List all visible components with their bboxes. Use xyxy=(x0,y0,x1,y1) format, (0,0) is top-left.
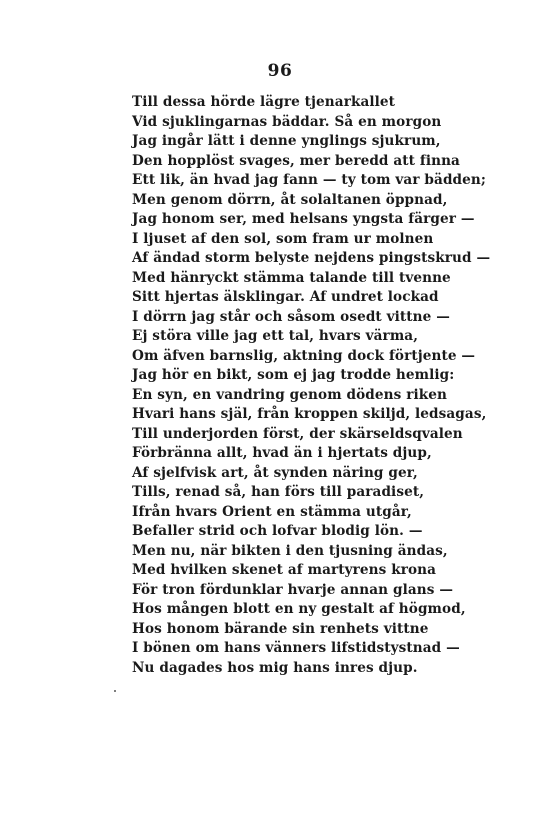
print-speck xyxy=(114,690,116,692)
poem-line: Till dessa hörde lägre tjenarkallet xyxy=(132,94,396,110)
poem-line: Hos mången blott en ny gestalt af högmod, xyxy=(132,601,466,617)
poem-line: Hos honom bärande sin renhets vittne xyxy=(132,620,429,637)
poem-line: Om äfven barnslig, aktning dock förtjente — xyxy=(132,347,476,364)
poem-line: Jag honom ser, med helsans yngsta färger — xyxy=(132,211,475,227)
poem-line: Ett lik, än hvad jag fann — ty tom var bädden; xyxy=(132,172,487,188)
poem-line: Jag hör en bikt, som ej jag trodde hemlig: xyxy=(132,367,455,383)
poem-line: Af sjelfvisk art, åt synden näring ger, xyxy=(132,464,418,481)
poem-line: I ljuset af den sol, som fram ur molnen xyxy=(132,230,434,247)
poem-line: Den hopplöst svages, mer beredd att finna xyxy=(132,152,460,169)
poem-line: Förbränna allt, hvad än i hjertats djup, xyxy=(132,445,432,461)
poem-line: Af ändad storm belyste nejdens pingstskrud — xyxy=(132,250,491,266)
poem-line: Till underjorden först, der skärseldsqvalen xyxy=(132,425,463,442)
poem-line: I bönen om hans vänners lifstidstystnad — xyxy=(132,640,460,656)
poem-line: Med hänryckt stämma talande till tvenne xyxy=(132,269,451,286)
poem-line: Men nu, när bikten i den tjusning ändas, xyxy=(132,542,448,559)
poem-line: Men genom dörrn, åt solaltanen öppnad, xyxy=(132,191,448,208)
poem-line: En syn, en vandring genom dödens riken xyxy=(132,386,447,403)
poem-line: Ej störa ville jag ett tal, hvars värma, xyxy=(132,328,419,344)
poem-line: I dörrn jag står och såsom osedt vittne — xyxy=(132,308,450,325)
poem-line: Befaller strid och lofvar blodig lön. — xyxy=(132,523,423,539)
poem-line: Tills, renad så, han förs till paradiset, xyxy=(132,484,425,500)
poem-line: Med hvilken skenet af martyrens krona xyxy=(132,562,437,578)
poem-line: För tron fördunklar hvarje annan glans — xyxy=(132,581,454,598)
poem-line: Nu dagades hos mig hans inres djup. xyxy=(132,659,418,676)
poem-text xyxy=(132,93,490,678)
poem-line: Vid sjuklingarnas bäddar. Så en morgon xyxy=(132,113,442,130)
poem-line: Jag ingår lätt i denne ynglings sjukrum, xyxy=(132,133,441,149)
poem-line: Hvari hans själ, från kroppen skiljd, ledsagas, xyxy=(132,406,487,422)
poem-line: Ifrån hvars Orient en stämma utgår, xyxy=(132,503,412,520)
poem-line: Sitt hjertas älsklingar. Af undret lockad xyxy=(132,289,439,305)
page-number: 96 xyxy=(267,61,293,81)
